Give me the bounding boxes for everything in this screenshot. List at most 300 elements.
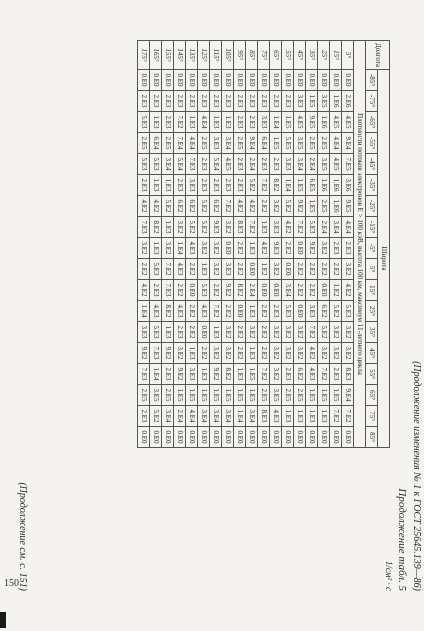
value-cell: 2.E3	[138, 175, 150, 196]
value-cell: 0.E0	[186, 280, 198, 301]
value-cell: 3.E2	[246, 322, 258, 343]
value-cell: 9.E3	[270, 238, 282, 259]
value-cell: 5.E3	[342, 301, 354, 322]
table-row	[294, 41, 306, 448]
value-cell: 2.E3	[282, 364, 294, 385]
value-cell: 3.E2	[138, 238, 150, 259]
value-cell: 2.E3	[150, 280, 162, 301]
value-cell: 0.E0	[234, 301, 246, 322]
value-cell: 3.E2	[222, 343, 234, 364]
value-cell: 0.E0	[270, 70, 282, 91]
value-cell: 1.E4	[150, 364, 162, 385]
value-cell: 2.E5	[138, 385, 150, 406]
value-cell: 2.E3	[198, 154, 210, 175]
value-cell: 1.E5	[282, 112, 294, 133]
value-cell: 1.E3	[318, 406, 330, 427]
value-cell: 3.E2	[330, 343, 342, 364]
value-cell: 0.E0	[210, 70, 222, 91]
value-cell: 1.E5	[210, 385, 222, 406]
value-cell: 3.E2	[318, 343, 330, 364]
value-cell: 2.E2	[318, 259, 330, 280]
value-cell: 1.E2	[258, 259, 270, 280]
value-cell: 1.E3	[150, 112, 162, 133]
latitude-header: -65°	[366, 112, 378, 133]
value-cell: 3.E3	[270, 217, 282, 238]
latitude-header: 15°	[366, 280, 378, 301]
value-cell: 3.E3	[186, 364, 198, 385]
value-cell: 0.E0	[234, 427, 246, 448]
value-cell: 3.E4	[162, 406, 174, 427]
table-caption: Продолжение табл. 5	[396, 488, 408, 591]
value-cell: 3.E4	[222, 133, 234, 154]
value-cell: 1.E3	[186, 112, 198, 133]
value-cell: 3.E5	[318, 91, 330, 112]
value-cell: 3.E2	[330, 322, 342, 343]
value-cell: 1.E4	[174, 238, 186, 259]
value-cell: 1.E5	[330, 385, 342, 406]
value-cell: 4.E2	[246, 196, 258, 217]
value-cell: 9.E2	[174, 364, 186, 385]
value-cell: 2.E5	[162, 133, 174, 154]
value-cell: 9.E5	[306, 112, 318, 133]
value-cell: 3.E4	[330, 217, 342, 238]
value-cell: 2.E4	[318, 217, 330, 238]
value-cell: 3.E2	[210, 343, 222, 364]
value-cell: 3.E4	[246, 406, 258, 427]
value-cell: 2.E5	[234, 133, 246, 154]
value-cell: 7.E3	[162, 280, 174, 301]
value-cell: 5.E2	[282, 196, 294, 217]
table-row	[234, 41, 246, 448]
longitude-cell: 55°	[282, 41, 294, 70]
value-cell: 1.E5	[174, 385, 186, 406]
value-cell: 0.E0	[198, 70, 210, 91]
value-cell: 2.E2	[174, 280, 186, 301]
value-cell: 1.E5	[246, 385, 258, 406]
value-cell: 7.E2	[258, 175, 270, 196]
value-cell: 8.E3	[258, 406, 270, 427]
table-row	[222, 41, 234, 448]
latitude-header: 55°	[366, 364, 378, 385]
value-cell: 2.E3	[138, 406, 150, 427]
latitude-header: -5°	[366, 238, 378, 259]
longitude-cell: 85°	[246, 41, 258, 70]
value-cell: 5.E3	[150, 154, 162, 175]
value-cell: 2.E2	[258, 343, 270, 364]
table-row	[186, 41, 198, 448]
value-cell: 8.E2	[270, 175, 282, 196]
value-cell: 2.E2	[294, 259, 306, 280]
value-cell: 3.E3	[258, 112, 270, 133]
value-cell: 0.E0	[198, 322, 210, 343]
value-cell: 2.E6	[342, 91, 354, 112]
value-cell: 2.E2	[258, 301, 270, 322]
value-cell: 9.E4	[246, 133, 258, 154]
value-cell: 2.E3	[210, 175, 222, 196]
value-cell: 0.E0	[330, 70, 342, 91]
value-cell: 6.E2	[318, 301, 330, 322]
value-cell: 4.E2	[150, 196, 162, 217]
value-cell: 4.E5	[330, 154, 342, 175]
latitude-header: 45°	[366, 343, 378, 364]
value-cell: 0.E0	[198, 427, 210, 448]
value-cell: 3.E5	[150, 385, 162, 406]
value-cell: 2.E2	[186, 301, 198, 322]
value-cell: 1.E3	[246, 343, 258, 364]
value-cell: 4.E2	[138, 280, 150, 301]
value-cell: 3.E4	[294, 154, 306, 175]
value-cell: 6.E2	[174, 196, 186, 217]
value-cell: 2.E3	[270, 91, 282, 112]
value-cell: 1.E4	[282, 175, 294, 196]
latitude-header: -75°	[366, 91, 378, 112]
value-cell: 4.E4	[342, 217, 354, 238]
value-cell: 0.E0	[174, 70, 186, 91]
value-cell: 2.E2	[234, 322, 246, 343]
value-cell: 2.E3	[174, 175, 186, 196]
value-cell: 6.E4	[258, 133, 270, 154]
table-row	[342, 41, 354, 448]
value-cell: 9.E2	[222, 280, 234, 301]
longitude-cell: 105°	[222, 41, 234, 70]
value-cell: 1.E5	[306, 91, 318, 112]
value-cell: 5.E2	[162, 196, 174, 217]
value-cell: 1.E5	[306, 385, 318, 406]
value-cell: 0.E0	[162, 70, 174, 91]
value-cell: 8.E2	[222, 364, 234, 385]
value-cell: 2.E3	[186, 91, 198, 112]
value-cell: 0.E0	[282, 427, 294, 448]
value-cell: 2.E5	[318, 196, 330, 217]
table-row	[150, 41, 162, 448]
longitude-cell: 115°	[210, 41, 222, 70]
value-cell: 1.E4	[270, 112, 282, 133]
value-cell: 2.E5	[282, 385, 294, 406]
value-cell: 0.E0	[234, 70, 246, 91]
value-cell: 3.E3	[222, 259, 234, 280]
value-cell: 2.E2	[234, 343, 246, 364]
value-cell: 3.E2	[174, 343, 186, 364]
value-cell: 0.E0	[222, 427, 234, 448]
table-row	[270, 41, 282, 448]
value-cell: 0.E0	[294, 301, 306, 322]
value-cell: 8.E2	[162, 301, 174, 322]
data-table	[137, 40, 390, 448]
value-cell: 3.E5	[294, 133, 306, 154]
col-group-header: Широта	[378, 70, 390, 448]
value-cell: 2.E2	[258, 196, 270, 217]
value-cell: 2.E5	[138, 133, 150, 154]
value-cell: 2.E3	[162, 91, 174, 112]
value-cell: 2.E2	[258, 322, 270, 343]
value-cell: 0.E0	[186, 427, 198, 448]
longitude-cell: 35°	[306, 41, 318, 70]
value-cell: 2.E3	[222, 91, 234, 112]
value-cell: 8.E3	[234, 217, 246, 238]
value-cell: 1.E5	[198, 385, 210, 406]
value-cell: 2.E2	[222, 301, 234, 322]
value-cell: 5.E3	[150, 322, 162, 343]
value-cell: 1.E3	[150, 238, 162, 259]
latitude-header-row	[366, 41, 378, 448]
value-cell: 0.E0	[318, 70, 330, 91]
value-cell: 8.E3	[342, 364, 354, 385]
value-cell: 2.E3	[174, 91, 186, 112]
value-cell: 3.E4	[162, 154, 174, 175]
value-cell: 2.E2	[306, 280, 318, 301]
longitude-cell: 145°	[174, 41, 186, 70]
value-cell: 7.E2	[330, 406, 342, 427]
value-cell: 1.E5	[318, 385, 330, 406]
value-cell: 3.E4	[222, 406, 234, 427]
longitude-cell: 135°	[186, 41, 198, 70]
value-cell: 4.E5	[342, 112, 354, 133]
value-cell: 9.E2	[210, 364, 222, 385]
table-row	[174, 41, 186, 448]
value-cell: 4.E3	[198, 301, 210, 322]
value-cell: 1.E4	[138, 301, 150, 322]
value-cell: 2.E2	[306, 259, 318, 280]
value-cell: 5.E4	[174, 154, 186, 175]
value-cell: 2.E3	[342, 238, 354, 259]
table-row	[162, 41, 174, 448]
value-cell: 2.E2	[138, 259, 150, 280]
page-number: 150	[4, 578, 19, 589]
value-cell: 3.E2	[294, 322, 306, 343]
value-cell: 4.E3	[150, 301, 162, 322]
value-cell: 0.E0	[258, 280, 270, 301]
value-cell: 7.E2	[222, 196, 234, 217]
value-cell: 3.E2	[342, 259, 354, 280]
value-cell: 2.E4	[306, 154, 318, 175]
value-cell: 1.E6	[330, 196, 342, 217]
table-row	[198, 41, 210, 448]
value-cell: 3.E2	[270, 364, 282, 385]
value-cell: 2.E3	[138, 91, 150, 112]
value-cell: 2.E3	[258, 91, 270, 112]
value-cell: 2.E2	[234, 238, 246, 259]
value-cell: 9.E2	[306, 238, 318, 259]
value-cell: 3.E3	[282, 154, 294, 175]
table-row	[210, 41, 222, 448]
value-cell: 0.E0	[174, 427, 186, 448]
value-cell: 1.E6	[318, 175, 330, 196]
value-cell: 7.E3	[150, 343, 162, 364]
value-cell: 2.E3	[330, 364, 342, 385]
value-cell: 5.E3	[138, 154, 150, 175]
value-cell: 0.E0	[294, 70, 306, 91]
value-cell: 0.E0	[222, 238, 234, 259]
value-cell: 0.E0	[342, 427, 354, 448]
value-cell: 3.E2	[318, 238, 330, 259]
value-cell: 2.E3	[174, 322, 186, 343]
value-cell: 5.E3	[282, 301, 294, 322]
value-cell: 7.E2	[342, 406, 354, 427]
value-cell: 2.E3	[234, 112, 246, 133]
value-cell: 2.E3	[282, 91, 294, 112]
latitude-header: 35°	[366, 322, 378, 343]
value-cell: 5.E3	[306, 217, 318, 238]
value-cell: 1.E3	[246, 238, 258, 259]
value-cell: 9.E2	[138, 343, 150, 364]
table-caption-block	[384, 488, 408, 591]
value-cell: 2.E2	[234, 259, 246, 280]
value-cell: 4.E2	[234, 196, 246, 217]
value-cell: 9.E3	[210, 217, 222, 238]
value-cell: 0.E0	[138, 427, 150, 448]
longitude-cell: 155°	[162, 41, 174, 70]
value-cell: 2.E3	[270, 301, 282, 322]
value-cell: 3.E2	[270, 259, 282, 280]
value-cell: 4.E2	[282, 217, 294, 238]
value-cell: 4.E3	[306, 364, 318, 385]
value-cell: 6.E2	[294, 364, 306, 385]
value-cell: 5.E3	[198, 280, 210, 301]
value-cell: 1.E3	[198, 364, 210, 385]
table-row	[318, 41, 330, 448]
value-cell: 2.E2	[294, 280, 306, 301]
value-cell: 3.E6	[342, 175, 354, 196]
value-cell: 2.E3	[234, 175, 246, 196]
value-cell: 2.E5	[162, 385, 174, 406]
value-cell: 3.E2	[282, 322, 294, 343]
value-cell: 1.E3	[162, 175, 174, 196]
value-cell: 2.E3	[330, 238, 342, 259]
value-cell: 1.E6	[330, 175, 342, 196]
value-cell: 3.E2	[342, 322, 354, 343]
value-cell: 2.E2	[282, 238, 294, 259]
value-cell: 2.E4	[246, 280, 258, 301]
value-cell: 4.E4	[186, 133, 198, 154]
value-cell: 1.E5	[306, 196, 318, 217]
value-cell: 0.E0	[150, 70, 162, 91]
value-cell: 3.E3	[294, 91, 306, 112]
value-cell: 1.E5	[234, 385, 246, 406]
value-cell: 1.E3	[150, 175, 162, 196]
value-cell: 0.E0	[306, 70, 318, 91]
value-cell: 0.E0	[318, 280, 330, 301]
value-cell: 3.E3	[210, 133, 222, 154]
value-cell: 6.E5	[306, 175, 318, 196]
value-cell: 4.E3	[270, 406, 282, 427]
value-cell: 0.E0	[246, 259, 258, 280]
value-cell: 7.E3	[138, 364, 150, 385]
value-cell: 0.E0	[306, 427, 318, 448]
value-cell: 5.E2	[186, 217, 198, 238]
latitude-header: -35°	[366, 175, 378, 196]
value-cell: 9.E5	[342, 196, 354, 217]
value-cell: 3.E3	[138, 322, 150, 343]
value-cell: 3.E5	[318, 154, 330, 175]
value-cell: 2.E2	[186, 322, 198, 343]
value-cell: 2.E3	[198, 91, 210, 112]
continued-note: (Продолжение см. с. 151)	[17, 482, 28, 591]
value-cell: 5.E2	[198, 217, 210, 238]
table-row	[306, 41, 318, 448]
longitude-cell: 45°	[294, 41, 306, 70]
value-cell: 1.E5	[294, 175, 306, 196]
longitude-cell: 15°	[330, 41, 342, 70]
value-cell: 2.E4	[246, 154, 258, 175]
value-cell: 7.E2	[306, 322, 318, 343]
value-cell: 1.E5	[186, 385, 198, 406]
value-cell: 2.E3	[258, 154, 270, 175]
value-cell: 4.E4	[198, 112, 210, 133]
value-cell: 3.E4	[210, 406, 222, 427]
value-cell: 7.E2	[246, 217, 258, 238]
longitude-cell: 25°	[318, 41, 330, 70]
value-cell: 1.E4	[234, 406, 246, 427]
value-cell: 0.E0	[246, 70, 258, 91]
value-cell: 8.E2	[150, 217, 162, 238]
latitude-header: -25°	[366, 196, 378, 217]
value-cell: 7.E2	[162, 259, 174, 280]
longitude-cell: 75°	[258, 41, 270, 70]
longitude-cell: 175°	[138, 41, 150, 70]
value-cell: 1.E3	[162, 322, 174, 343]
table-row	[282, 41, 294, 448]
latitude-header: -85°	[366, 70, 378, 91]
row-header: Долгота	[366, 41, 390, 70]
value-cell: 4.E5	[330, 112, 342, 133]
value-cell: 5.E4	[210, 154, 222, 175]
value-cell: 4.E2	[342, 280, 354, 301]
value-cell: 0.E0	[162, 427, 174, 448]
longitude-cell: 5°	[342, 41, 354, 70]
value-cell: 2.E3	[210, 91, 222, 112]
latitude-header: 85°	[366, 427, 378, 448]
value-cell: 4.E2	[138, 196, 150, 217]
value-cell: 5.E2	[198, 196, 210, 217]
value-cell: 5.E3	[138, 112, 150, 133]
value-cell: 1.E3	[222, 112, 234, 133]
value-cell: 5.E2	[330, 301, 342, 322]
value-cell: 9.E2	[294, 196, 306, 217]
value-cell: 3.E4	[198, 406, 210, 427]
value-cell: 3.E5	[270, 385, 282, 406]
value-cell: 5.E2	[150, 406, 162, 427]
latitude-header: 25°	[366, 301, 378, 322]
value-cell: 7.E2	[318, 364, 330, 385]
value-cell: 3.E2	[210, 259, 222, 280]
value-cell: 3.E2	[270, 196, 282, 217]
value-cell: 4.E3	[186, 238, 198, 259]
longitude-cell: 125°	[198, 41, 210, 70]
table-body	[138, 41, 354, 448]
value-cell: 0.E0	[186, 70, 198, 91]
value-cell: 0.E0	[342, 70, 354, 91]
table-subheader: Плотности потоков электронов Е > 100 кэВ, высота 100 км, максимум 11-летнего цикла	[354, 41, 366, 448]
value-cell: 0.E0	[246, 427, 258, 448]
value-cell: 3.E2	[270, 322, 282, 343]
value-cell: 2.E3	[270, 154, 282, 175]
table-row	[138, 41, 150, 448]
units-label: 1/см² · с	[384, 560, 394, 591]
value-cell: 0.E0	[282, 259, 294, 280]
value-cell: 3.E2	[222, 217, 234, 238]
value-cell: 2.E3	[234, 154, 246, 175]
value-cell: 2.E5	[258, 385, 270, 406]
value-cell: 3.E2	[222, 322, 234, 343]
value-cell: 2.E2	[330, 259, 342, 280]
value-cell: 0.E0	[294, 238, 306, 259]
value-cell: 2.E3	[162, 364, 174, 385]
value-cell: 9.E4	[342, 133, 354, 154]
value-cell: 1.E3	[234, 364, 246, 385]
value-cell: 2.E5	[318, 133, 330, 154]
value-cell: 9.E2	[162, 343, 174, 364]
value-cell: 2.E2	[210, 280, 222, 301]
